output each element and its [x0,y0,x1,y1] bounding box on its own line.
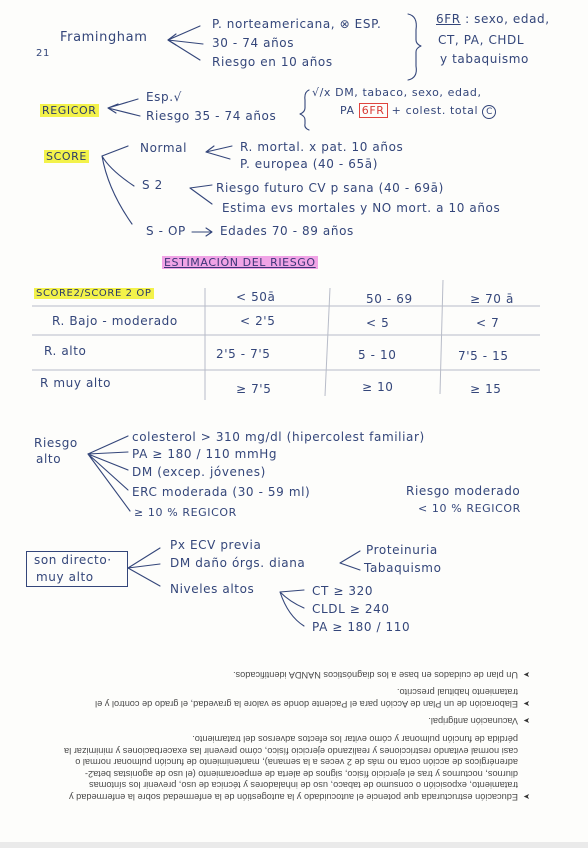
pa-text: PA [340,104,355,117]
regicor-item: Esp.√ [146,90,182,104]
niveles-item: PA ≥ 180 / 110 [312,620,411,634]
framingham-item: Riesgo en 10 años [212,55,333,69]
riesgo-alto-item: ≥ 10 % REGICOR [134,506,237,519]
table-col-header: 50 - 69 [366,292,413,306]
table-cell: ≥ 7'5 [236,382,272,396]
normal-item: R. mortal. x pat. 10 años [240,140,404,154]
circled-letter: C [482,105,496,119]
normal-arrows [206,146,232,159]
framingham-frf [436,12,550,26]
muy-alto-box-line1: son directo· [34,553,112,567]
corner-highlight: SCORE2/SCORE 2 OP [36,288,152,299]
s2-item: Riesgo futuro CV p sana (40 - 69ā) [216,181,444,195]
regicor-item: Riesgo 35 - 74 años [146,109,277,123]
score-arrows [102,146,134,224]
s2-arrows [190,185,212,204]
table-row-label: R. alto [44,344,87,358]
table-row-label: R muy alto [40,376,112,390]
colest-text: + colest. total [391,104,479,117]
table-cell: < 7 [476,316,500,330]
score-normal: Normal [140,141,188,155]
regicor-arrows [108,99,140,116]
page-bottom-edge [0,842,588,848]
riesgo-alto-item: PA ≥ 180 / 110 mmHg [132,447,278,461]
riesgo-moderado-2: < 10 % REGICOR [418,502,521,515]
framingham-brace [408,14,421,80]
table-corner [34,288,154,299]
muy-alto-item: DM daño órgs. diana [170,556,306,570]
frf-line: CT, PA, CHDL [438,33,525,47]
table-cell: < 5 [366,316,390,330]
score-label [44,150,89,163]
table-row-label: R. Bajo - moderado [52,314,178,328]
normal-item: P. europea (40 - 65ā) [240,157,378,171]
flipped-bullet: ➤ Un plan de cuidados en base a los diagnósticos NANDA identificados. [60,668,518,680]
frf-line: y tabaquismo [440,52,529,66]
estimacion-title [162,256,318,269]
muy-alto-item: Px ECV previa [170,538,262,552]
regicor-brace [300,90,309,130]
niveles-item: CLDL ≥ 240 [312,602,390,616]
muy-alto-arrows [128,548,160,586]
table-cell: 2'5 - 7'5 [216,347,271,361]
upside-down-text [60,662,530,802]
diana-item: Tabaquismo [364,561,442,575]
table-col-header: ≥ 70 ā [470,292,514,306]
niveles-arrows [280,590,304,626]
table-cell: < 2'5 [240,314,276,328]
riesgo-alto-label-1: Riesgo [34,436,78,450]
niveles-item: CT ≥ 320 [312,584,374,598]
riesgo-alto-label-2: alto [36,452,62,466]
flipped-bullet: ➤ Vacunación antigripal. [60,715,518,727]
s2-item: Estima evs mortales y NO mort. a 10 años [222,201,501,215]
frf-title: 6FR [436,12,461,26]
flipped-bullet: ➤ Elaboración de un Plan de Acción para el Paciente donde se valore la gravedad, el grado de control y el tratamiento habitual prescrito. [60,686,518,709]
riesgo-alto-item: DM (excep. jóvenes) [132,465,266,479]
table-cell: ≥ 10 [362,380,394,394]
diana-item: Proteinuria [366,543,438,557]
sop-arrow [192,228,212,236]
sop-item: Edades 70 - 89 años [220,224,354,238]
score-highlight: SCORE [46,150,87,163]
diana-arrows [340,551,360,570]
riesgo-alto-item: ERC moderada (30 - 59 ml) [132,485,311,499]
frf-red-box: 6FR [359,103,388,118]
note-number: 21 [36,48,50,59]
riesgo-alto-arrows [88,436,130,511]
flipped-bullet: ➤ Educación estructurada que potencie el autocuidado y la autogestión de la enfermedad sobre la enfermedad y tratamiento, exposición o consumo de tabaco, uso de inhaladores y técnica de uso, prevenir los síntomas diurnos, nocturnos y tras el ejercicio físico, signos de alerta de empeoramiento (el uso de agonistas beta2-adrenérgicos de acción corta no más de 2 veces a la semana), mantenimiento de función pulmonar normal o casi normal evitando restricciones y realizando ejercicio físico, cómo prevenir las exacerbaciones y minimizar la pérdida de función pulmonar y cómo evitar los efectos adversos del tratamiento. [60,732,518,802]
regicor-label [40,104,99,117]
score-s2: S 2 [142,178,163,192]
score-sop: S - OP [146,224,186,238]
frf-line: : sexo, edad, [465,12,550,26]
framingham-title: Framingham [60,30,148,45]
muy-alto-item: Niveles altos [170,582,255,596]
muy-alto-box-line2: muy alto [36,570,94,584]
regicor-highlight: REGICOR [42,104,97,117]
table-cell: 7'5 - 15 [458,349,509,363]
estimacion-highlight: ESTIMACIÓN DEL RIESGO [164,256,316,269]
framingham-item: P. norteamericana, ⊗ ESP. [212,17,382,31]
table-cell: ≥ 15 [470,382,502,396]
regicor-note-2 [340,104,496,119]
riesgo-alto-item: colesterol > 310 mg/dl (hipercolest familiar) [132,430,425,444]
table-cell: 5 - 10 [358,348,397,362]
framingham-item: 30 - 74 años [212,36,295,50]
table-col-header: < 50ā [236,290,276,304]
riesgo-moderado-1: Riesgo moderado [406,484,521,498]
regicor-note: √/x DM, tabaco, sexo, edad, [312,86,482,99]
